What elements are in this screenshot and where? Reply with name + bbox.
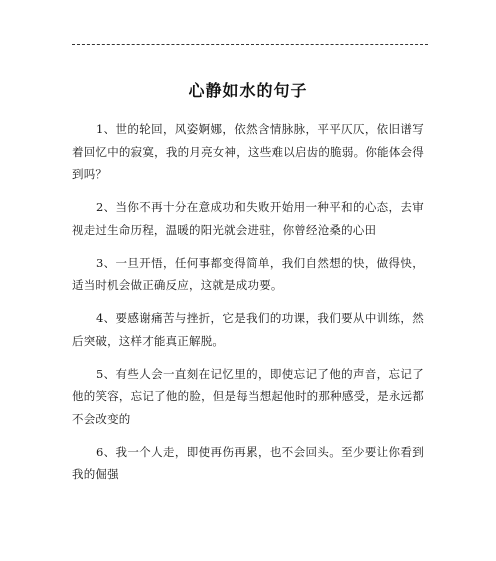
paragraph-5: 5、有些人会一直刻在记忆里的，即使忘记了他的声音，忘记了他的笑容，忘记了他的脸，但是每当想起他时的那种感受，是永远都不会改变的: [72, 366, 424, 426]
paragraph-2: 2、当你不再十分在意成功和失败开始用一种平和的心态，去审视走过生命历程，温暖的阳光就会进驻，你曾经沧桑的心田: [72, 200, 424, 237]
header-dashed-rule: [72, 44, 428, 45]
paragraph-6: 6、我一个人走，即使再伤再累，也不会回头。至少要让你看到我的倔强: [72, 444, 424, 481]
paragraph-4: 4、要感谢痛苦与挫折，它是我们的功课，我们要从中训练，然后突破，这样才能真正解脱。: [72, 311, 424, 348]
paragraph-1: 1、世的轮回，风姿婀娜，依然含情脉脉，平平仄仄，依旧谱写着回忆中的寂寞，我的月亮女神，这些难以启齿的脆弱。你能体会得到吗？: [72, 122, 424, 181]
document-body: [72, 118, 424, 496]
paragraph-3: 3、一旦开悟，任何事都变得简单，我们自然想的快，做得快，适当时机会做正确反应，这就是成功要。: [72, 255, 424, 292]
document-title: 心静如水的句子: [188, 81, 308, 100]
